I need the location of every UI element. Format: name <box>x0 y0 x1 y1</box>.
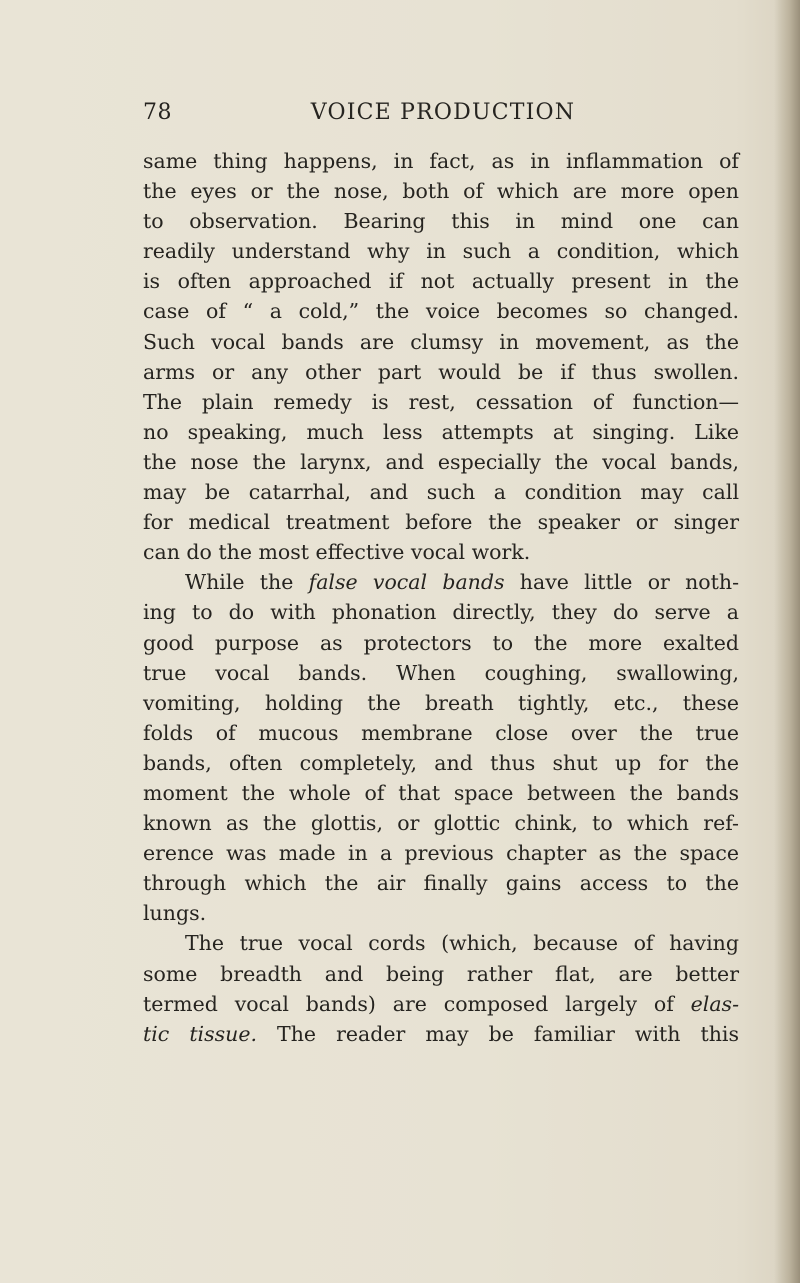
text-line: known as the glottis, or glottic chink, to which ref- <box>143 811 739 836</box>
text-line: lungs. <box>143 901 207 926</box>
text-line: may be catarrhal, and such a condition may call <box>143 480 739 505</box>
text-line: to observation. Bearing this in mind one can <box>143 209 739 234</box>
page-edge-shadow <box>774 0 800 1283</box>
text-line: readily understand why in such a condition, which <box>143 239 739 264</box>
text-line: ing to do with phonation directly, they do serve a <box>143 600 739 625</box>
text-line: erence was made in a previous chapter as the space <box>143 841 739 866</box>
italic-term: elas- <box>690 991 739 1016</box>
text-line: some breadth and being rather flat, are better <box>143 961 739 986</box>
text-line: through which the air finally gains access to the <box>143 871 739 896</box>
page-header <box>143 96 743 130</box>
line-segment: While the <box>185 570 309 595</box>
text-line: arms or any other part would be if thus swollen. <box>143 359 739 384</box>
text-line: the eyes or the nose, both of which are more open <box>143 179 739 204</box>
text-line: case of “ a cold,” the voice becomes so changed. <box>143 299 739 324</box>
text-line: is often approached if not actually present in the <box>143 269 739 294</box>
text-line: the nose the larynx, and especially the vocal bands, <box>143 449 739 474</box>
page-number: 78 <box>143 100 172 125</box>
text-line: The plain remedy is rest, cessation of function— <box>143 389 739 414</box>
text-line: good purpose as protectors to the more exalted <box>143 630 739 655</box>
italic-term: false vocal bands <box>308 570 505 595</box>
text-line: no speaking, much less attempts at singing. Like <box>143 419 739 444</box>
text-line: Such vocal bands are clumsy in movement, as the <box>143 329 739 354</box>
body-text <box>143 146 739 1049</box>
text-line: can do the most effective vocal work. <box>143 540 531 565</box>
text-line: vomiting, holding the breath tightly, etc., these <box>143 690 739 715</box>
text-line <box>143 1019 739 1049</box>
text-line: same thing happens, in fact, as in inflammation of <box>143 149 739 173</box>
text-line: moment the whole of that space between the bands <box>143 780 739 805</box>
text-line: bands, often completely, and thus shut up for the <box>143 750 739 775</box>
text-line <box>143 567 739 597</box>
running-title: VOICE PRODUCTION <box>310 100 576 125</box>
italic-term: tic tissue. <box>143 1021 258 1046</box>
text-line: The true vocal cords (which, because of having <box>185 931 739 956</box>
line-segment: termed vocal bands) are composed largely of <box>143 991 691 1016</box>
text-line: true vocal bands. When coughing, swallowing, <box>143 660 739 685</box>
text-line: for medical treatment before the speaker or singer <box>143 510 739 535</box>
line-segment: have little or noth- <box>504 570 739 595</box>
line-segment: The reader may be familiar with this <box>257 1021 740 1046</box>
text-line: folds of mucous membrane close over the true <box>143 720 739 745</box>
text-line <box>143 989 739 1019</box>
